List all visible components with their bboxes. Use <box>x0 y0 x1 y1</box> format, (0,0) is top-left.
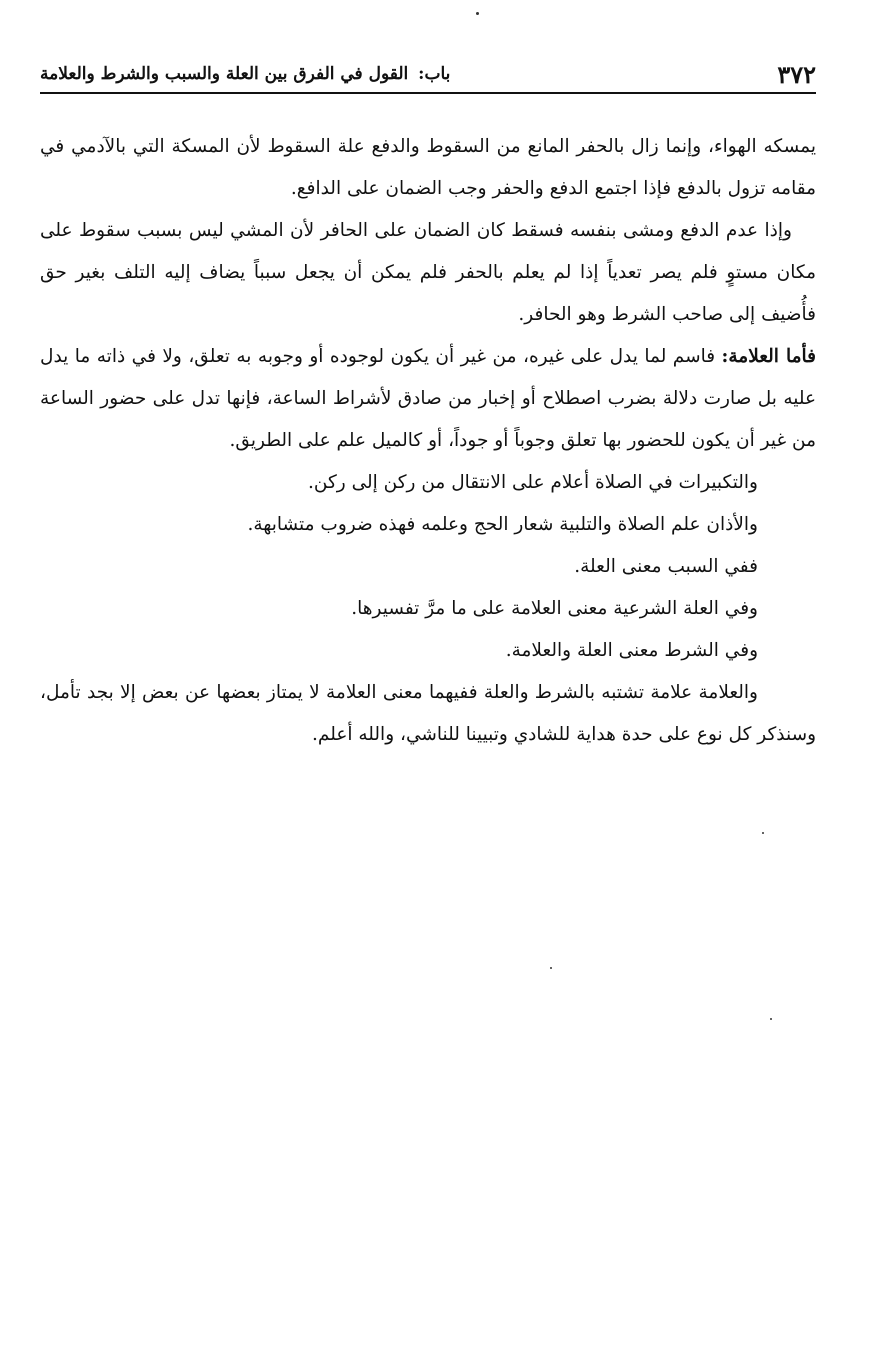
paragraph-continuation: يمسكه الهواء، وإنما زال بالحفر المانع من السقوط والدفع علة السقوط لأن المسكة التي بالآدمي في مقامه تزول بالدفع فإذا اجتمع الدفع والحفر وجب الضمان على الدافع. <box>40 136 816 199</box>
paragraph-adhan: والأذان علم الصلاة والتلبية شعار الحج وعلمه فهذه ضروب متشابهة. <box>247 514 758 535</box>
paragraph-conclusion: والعلامة علامة تشتبه بالشرط والعلة ففيهما معنى العلامة لا يمتاز بعضها عن بعض إلا بجد تأمل، وسنذكر كل نوع على حدة هداية للشادي وتبيينا للناشي، والله أعلم. <box>40 682 816 745</box>
chapter-heading <box>40 64 450 84</box>
chapter-title: القول في الفرق بين العلة والسبب والشرط والعلامة <box>40 64 409 84</box>
paragraph-legal-cause-meaning: وفي العلة الشرعية معنى العلامة على ما مرَّ تفسيرها. <box>351 598 758 619</box>
paragraph-cause-meaning: ففي السبب معنى العلة. <box>574 556 758 577</box>
page-number: ٣٧٢ <box>777 59 816 89</box>
paragraph-condition-meaning: وفي الشرط معنى العلة والعلامة. <box>505 640 758 661</box>
paragraph-takbirat: والتكبيرات في الصلاة أعلام على الانتقال من ركن إلى ركن. <box>307 472 758 493</box>
book-page <box>40 0 816 1371</box>
definition-text: فاسم لما يدل على غيره، من غير أن يكون لوجوده أو وجوبه به تعلق، ولا في ذاته ما يدل عليه بل صارت دلالة بضرب اصطلاح أو إخبار من صادق لأشراط الساعة، فإنها تدل على حضور الساعة من غير أن يكون للحضور بها تعلق وجوباً أو جوداً، أو كالميل علم على الطريق. <box>40 346 816 451</box>
paragraph-absence-of-pushing: وإذا عدم الدفع ومشى بنفسه فسقط كان الضمان على الحافر لأن المشي ليس بسبب سقوط على مكان مستوٍ فلم يصر تعدياً إذا لم يعلم بالحفر فلم يمكن أن يجعل سبباً يضاف إليه التلف بغير حق فأُضيف إلى صاحب الشرط وهو الحافر. <box>40 220 816 325</box>
page-body <box>40 126 816 756</box>
term-sign: فأما العلامة: <box>721 346 816 367</box>
paragraph-definition-of-sign <box>40 336 816 462</box>
chapter-prefix: باب: <box>418 64 451 84</box>
running-header <box>40 56 816 94</box>
